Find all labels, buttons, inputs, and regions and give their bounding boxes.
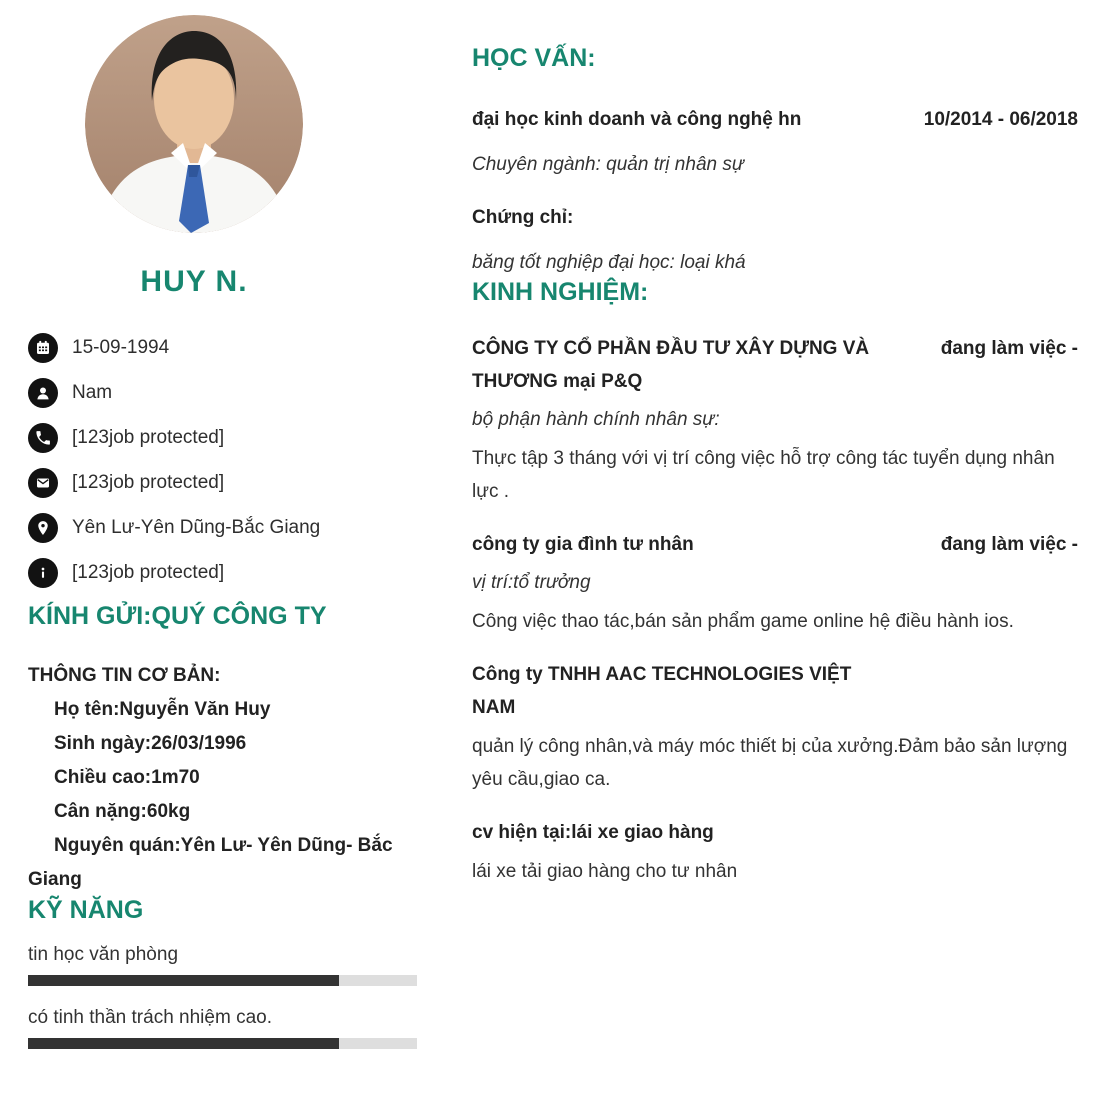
- basic-info-title: THÔNG TIN CƠ BẢN:: [28, 665, 221, 686]
- skill-progress-fill: [28, 1038, 339, 1049]
- profile-header: [85, 15, 303, 299]
- company-name: CÔNG TY CỔ PHẦN ĐẦU TƯ XÂY DỰNG VÀ THƯƠNG mại P&Q: [472, 338, 870, 392]
- experience-title: KINH NGHIỆM:: [472, 278, 649, 306]
- skill-item: [28, 1007, 417, 1049]
- certificate-value: băng tốt nghiệp đại học: loại khá: [472, 252, 746, 273]
- job-description: lái xe tải giao hàng cho tư nhân: [472, 861, 738, 882]
- education-major: Chuyên ngành: quản trị nhân sự: [472, 154, 744, 175]
- job-position: bộ phận hành chính nhân sự:: [472, 409, 720, 430]
- phone-icon: [28, 423, 58, 453]
- company-name: công ty gia đình tư nhân: [472, 534, 694, 555]
- location-icon: [28, 513, 58, 543]
- employment-dates: đang làm việc -: [940, 338, 1078, 359]
- right-column: [472, 0, 1078, 888]
- school-name: đại học kinh doanh và công nghệ hn: [472, 109, 802, 130]
- greeting-title: KÍNH GỬI:QUÝ CÔNG TY: [28, 602, 327, 630]
- experience-entry: [472, 332, 1078, 508]
- contact-value: Yên Lư-Yên Dũng-Bắc Giang: [72, 517, 321, 538]
- basic-info-line: Sinh ngày:26/03/1996: [54, 733, 247, 754]
- profile-photo: [85, 15, 303, 233]
- skill-item: [28, 944, 417, 986]
- skill-progress-bar: [28, 975, 417, 986]
- education-entry: [472, 103, 1078, 136]
- contact-value: [123job protected]: [72, 427, 225, 448]
- basic-info-line: Chiều cao:1m70: [54, 767, 200, 788]
- basic-info-line: Họ tên:Nguyễn Văn Huy: [54, 699, 271, 720]
- job-description: Thực tập 3 tháng với vị trí công việc hỗ trợ công tác tuyển dụng nhân lực .: [472, 448, 1055, 502]
- employment-dates: [884, 816, 1078, 849]
- contact-row: [28, 423, 417, 453]
- info-icon: [28, 558, 58, 588]
- experience-entry: [472, 528, 1078, 638]
- contact-value: [123job protected]: [72, 472, 225, 493]
- skill-progress-fill: [28, 975, 339, 986]
- company-name: Công ty TNHH AAC TECHNOLOGIES VIỆT NAM: [472, 664, 852, 718]
- basic-info-line: Cân nặng:60kg: [54, 801, 191, 822]
- contact-row: [28, 558, 417, 588]
- employment-dates: đang làm việc -: [940, 534, 1078, 555]
- skill-label: tin học văn phòng: [28, 944, 179, 965]
- experience-entry: [472, 658, 1078, 796]
- job-description: quản lý công nhân,và máy móc thiết bị của xưởng.Đảm bảo sản lượng yêu cầu,giao ca.: [472, 736, 1068, 790]
- job-position: vị trí:tổ trưởng: [472, 572, 591, 593]
- skill-label: có tinh thần trách nhiệm cao.: [28, 1007, 272, 1028]
- experience-entry: [472, 816, 1078, 888]
- certificate-label: Chứng chỉ:: [472, 207, 574, 228]
- calendar-icon: [28, 333, 58, 363]
- skill-progress-bar: [28, 1038, 417, 1049]
- candidate-name: HUY N.: [140, 265, 248, 298]
- contact-value: Nam: [72, 382, 113, 403]
- contact-row: [28, 513, 417, 543]
- contact-value: [123job protected]: [72, 562, 225, 583]
- contact-list: [28, 333, 417, 588]
- skills-title: KỸ NĂNG: [28, 896, 144, 924]
- person-icon: [28, 378, 58, 408]
- contact-row: [28, 468, 417, 498]
- education-title: HỌC VẤN:: [472, 44, 596, 72]
- basic-info-line: Nguyên quán:Yên Lư- Yên Dũng- Bắc Giang: [28, 835, 393, 890]
- company-name: cv hiện tại:lái xe giao hàng: [472, 822, 714, 843]
- employment-dates: [884, 658, 1078, 724]
- contact-value: 15-09-1994: [72, 337, 170, 358]
- contact-row: [28, 333, 417, 363]
- left-column: [28, 0, 417, 1049]
- job-description: Công việc thao tác,bán sản phẩm game online hệ điều hành ios.: [472, 611, 1014, 632]
- education-dates: 10/2014 - 06/2018: [923, 109, 1078, 130]
- email-icon: [28, 468, 58, 498]
- contact-row: [28, 378, 417, 408]
